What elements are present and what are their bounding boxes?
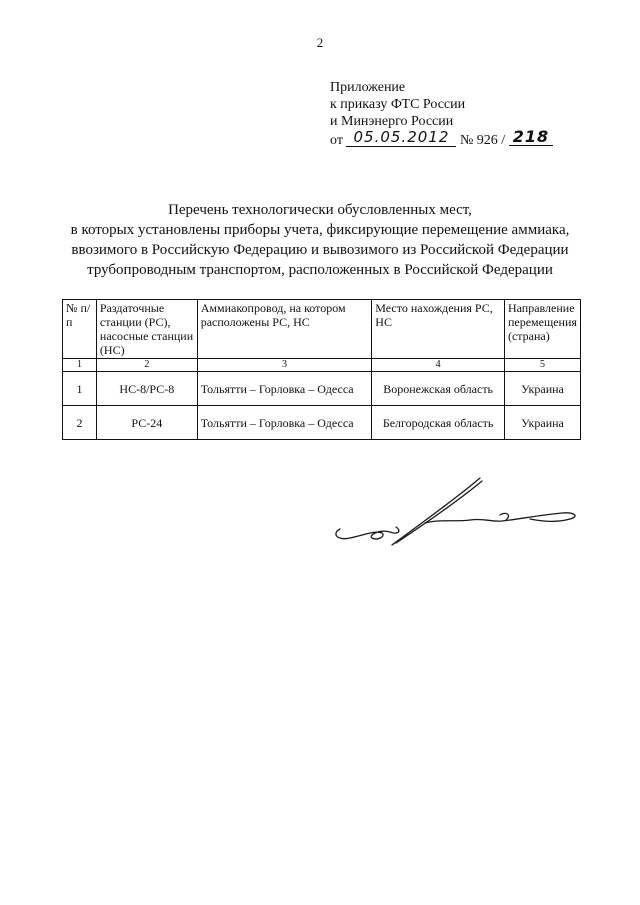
column-number: 2 bbox=[96, 359, 197, 372]
title-line-2: в которых установлены приборы учета, фиксирующие перемещение аммиака, bbox=[70, 222, 570, 238]
station-cell: НС-8/РС-8 bbox=[96, 372, 197, 406]
signature-hook bbox=[500, 513, 508, 520]
column-number: 4 bbox=[372, 359, 505, 372]
row-number-cell: 2 bbox=[63, 406, 97, 440]
station-cell: РС-24 bbox=[96, 406, 197, 440]
column-number: 1 bbox=[63, 359, 97, 372]
stations-table bbox=[62, 299, 581, 440]
column-number: 3 bbox=[197, 359, 372, 372]
document-title bbox=[60, 200, 580, 280]
table-row bbox=[63, 406, 581, 440]
title-line-1: Перечень технологически обусловленных мест, bbox=[168, 202, 472, 218]
order-number: 926 bbox=[476, 133, 498, 148]
direction-cell: Украина bbox=[504, 372, 580, 406]
signature-loop bbox=[336, 527, 399, 539]
number-separator: / bbox=[501, 133, 506, 148]
appendix-block bbox=[330, 79, 553, 149]
handwritten-number: 218 bbox=[509, 128, 553, 146]
date-prefix: от bbox=[330, 133, 343, 148]
header-cell-station: Раздаточные станции (РС), насосные станции (НС) bbox=[96, 300, 197, 359]
header-cell-direction: Направление перемещения (страна) bbox=[504, 300, 580, 359]
title-line-4: трубопроводным транспортом, расположенных в Российской Федерации bbox=[87, 262, 553, 278]
appendix-label: Приложение bbox=[330, 80, 406, 95]
location-cell: Белгородская область bbox=[372, 406, 505, 440]
row-number-cell: 1 bbox=[63, 372, 97, 406]
handwritten-date: 05.05.2012 bbox=[346, 129, 456, 147]
page-number: 2 bbox=[316, 35, 324, 50]
pipeline-cell: Тольятти – Горловка – Одесса bbox=[197, 406, 372, 440]
number-prefix: № bbox=[459, 133, 474, 148]
column-number: 5 bbox=[504, 359, 580, 372]
location-cell: Воронежская область bbox=[372, 372, 505, 406]
header-cell-pipeline: Аммиакопровод, на котором расположены РС, НС bbox=[197, 300, 372, 359]
title-line-3: ввозимого в Российскую Федерацию и вывозимого из Российской Федерации bbox=[71, 242, 569, 258]
table-header-row bbox=[63, 300, 581, 359]
signature-long-stroke bbox=[392, 478, 480, 545]
handwritten-signature bbox=[330, 475, 590, 555]
column-number-row bbox=[63, 359, 581, 372]
signature-long-stroke-2 bbox=[396, 481, 482, 543]
pipeline-cell: Тольятти – Горловка – Одесса bbox=[197, 372, 372, 406]
appendix-order-line: к приказу ФТС России bbox=[330, 97, 466, 112]
header-cell-number: № п/п bbox=[63, 300, 97, 359]
appendix-date-line bbox=[330, 127, 553, 149]
header-cell-location: Место нахождения РС, НС bbox=[372, 300, 505, 359]
direction-cell: Украина bbox=[504, 406, 580, 440]
table-row bbox=[63, 372, 581, 406]
appendix-ministry-line: и Минэнерго России bbox=[330, 114, 454, 129]
